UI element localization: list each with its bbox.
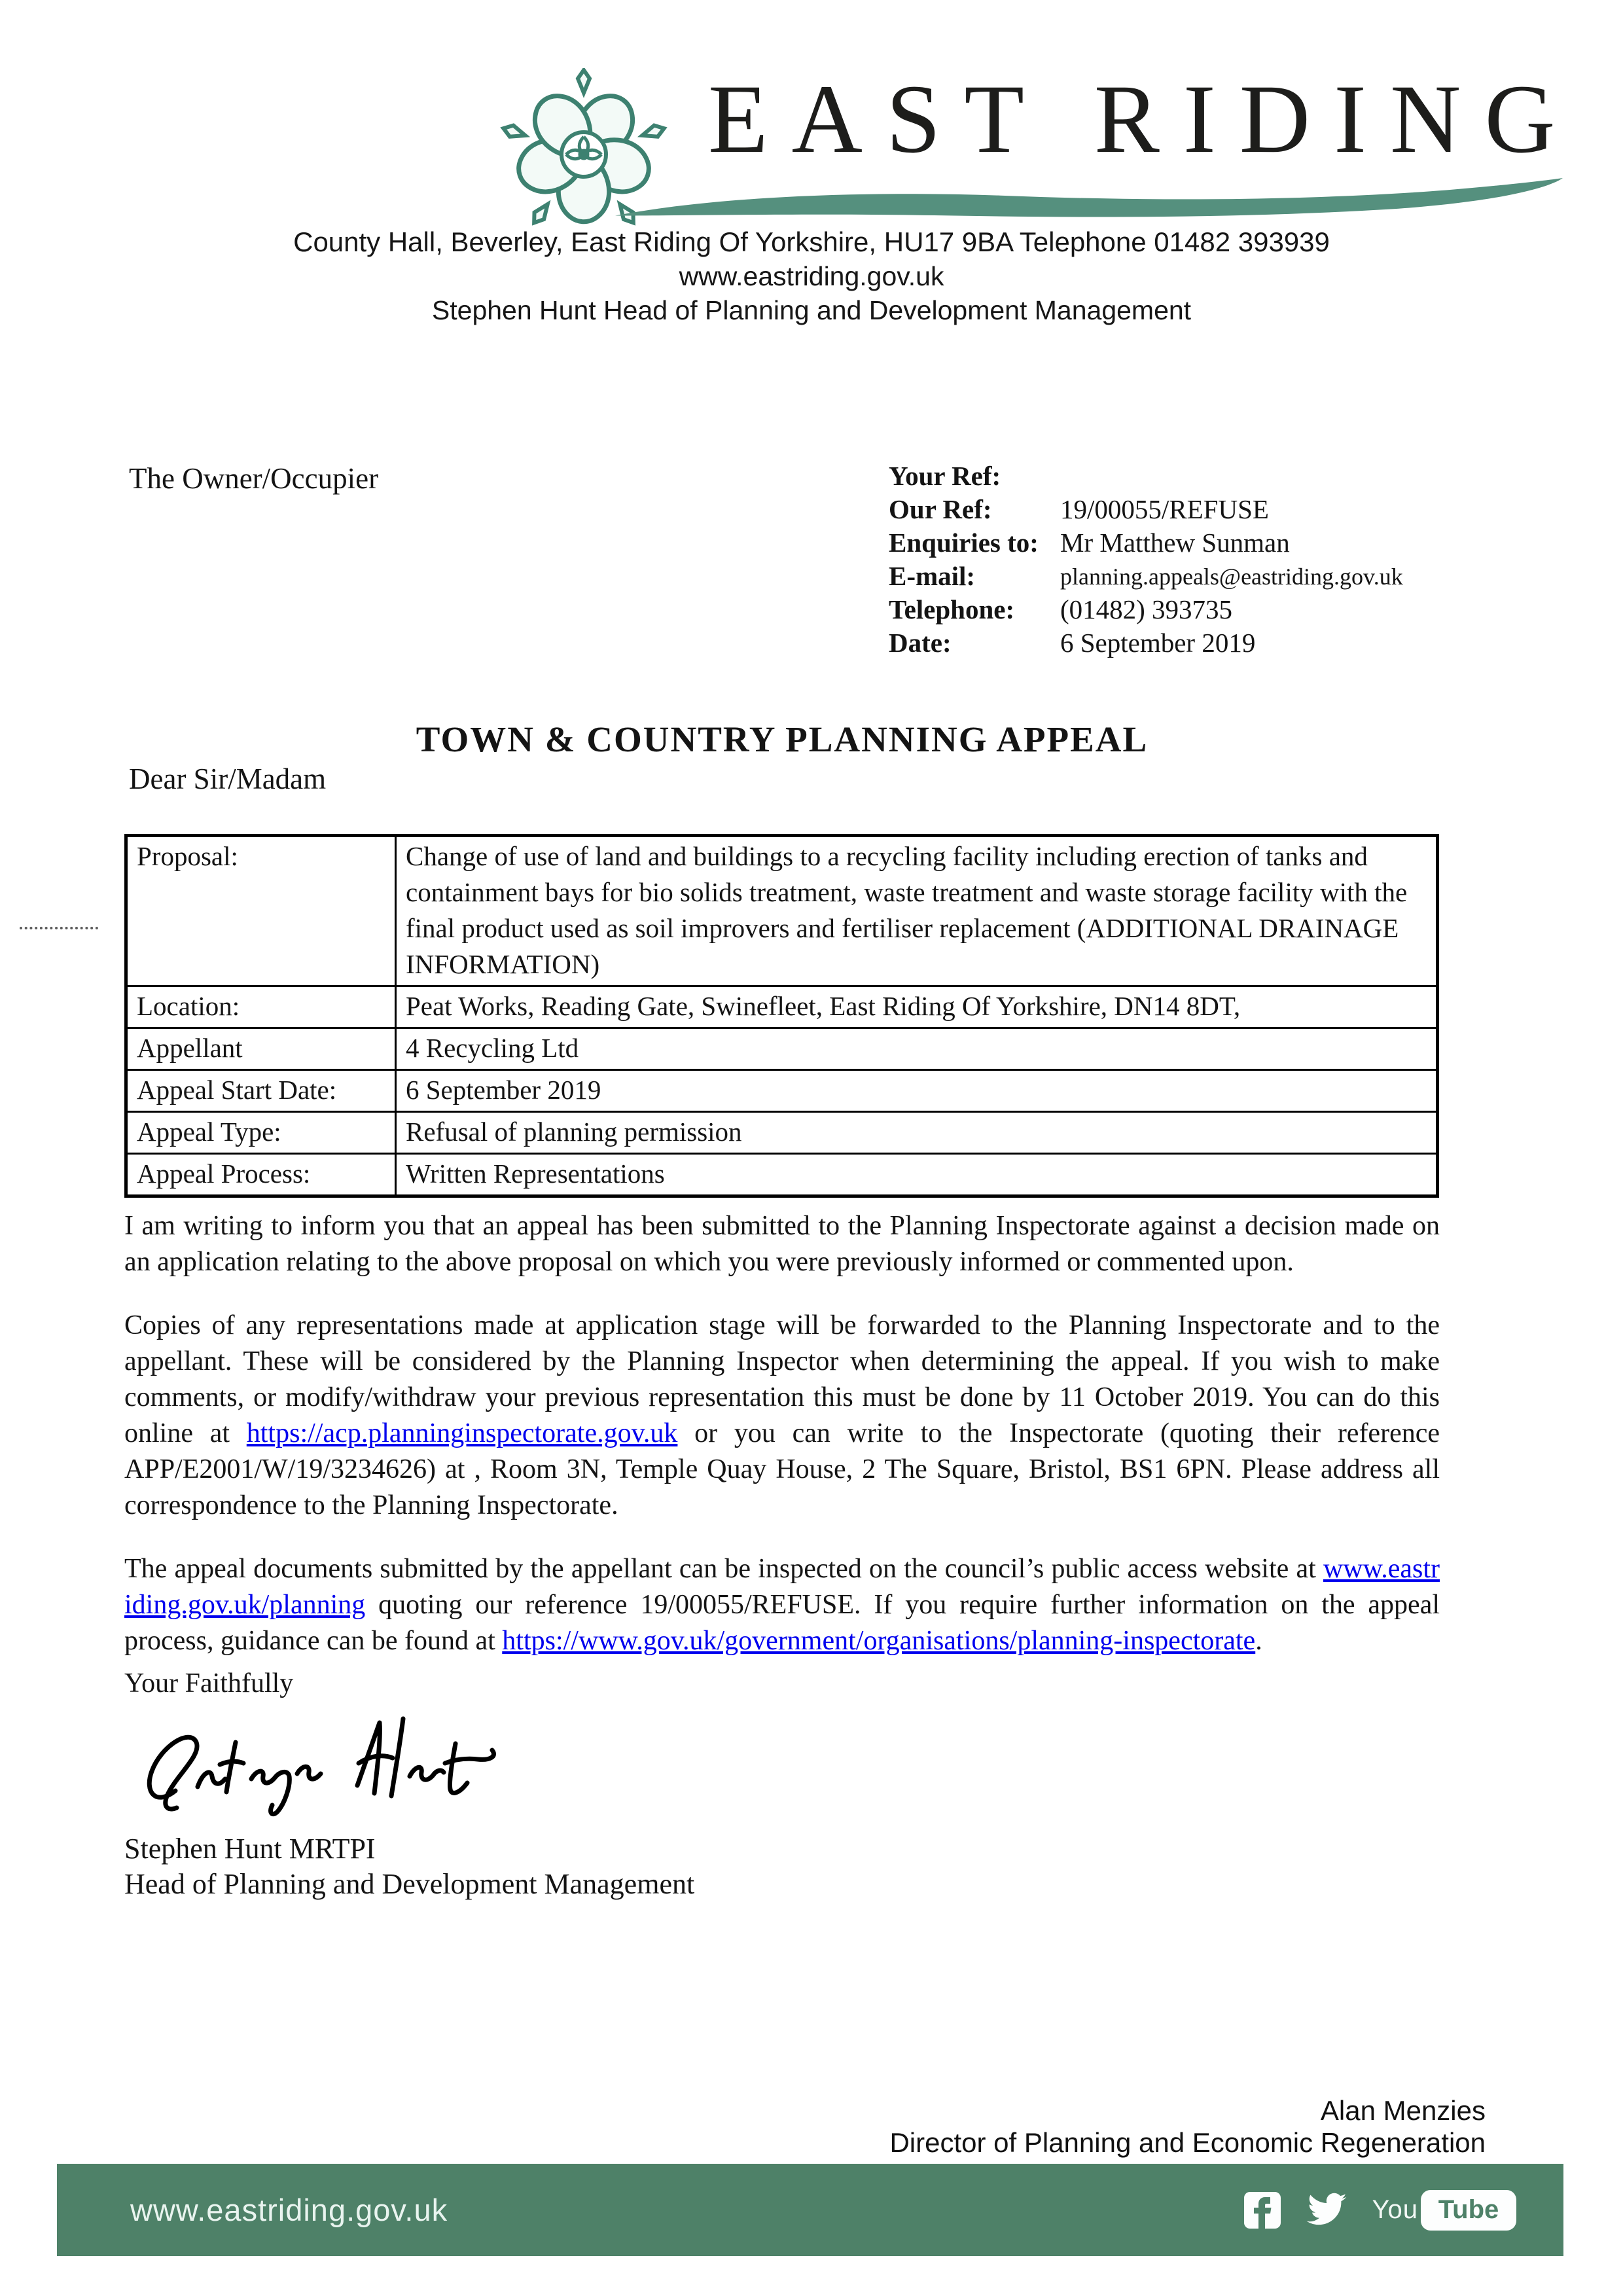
ref-value: (01482) 393735 [1060,594,1233,624]
ref-value: planning.appeals@eastriding.gov.uk [1060,564,1403,590]
table-row-label: Appellant [126,1028,396,1070]
body-paragraph [124,1208,1440,1280]
ref-label: E-mail: [889,561,976,591]
facebook-icon[interactable] [1244,2192,1281,2229]
paragraph-text: or you can write to the Inspectorate (quoting their reference APP/E2001/W/19/3234626) at , Room 3N, Temple Quay House, 2 The Square, Bristol, BS1 6PN. Please address all correspondence to the Planning Inspectorate. [124,1418,1440,1520]
hyperlink[interactable]: www.eastriding.gov.uk/planning [124,1554,1440,1620]
paragraph-text: I am writing to inform you that an appeal has been submitted to the Planning Inspectorate against a decision made on an application relating to the above proposal on which you were previously informed or commented upon. [124,1211,1440,1277]
table-row-value: Peat Works, Reading Gate, Swinefleet, East Riding Of Yorkshire, DN14 8DT, [396,986,1438,1028]
paragraph-text: Copies of any representations made at application stage will be forwarded to the Planning Inspectorate and to the appellant. These will be considered by the Planning Inspector when determining the appeal. If you wish to make comments, or modify/withdraw your previous representation this must be done by 11 October 2019. You can do this online at [124,1310,1440,1448]
twitter-icon[interactable] [1306,2193,1347,2228]
table-row [126,836,1438,986]
director-name: Alan Menzies [1320,2095,1486,2126]
body-paragraph [124,1308,1440,1524]
letterhead-website: www.eastriding.gov.uk [679,261,944,291]
table-row-label: Appeal Start Date: [126,1070,396,1112]
footer-bar [57,2164,1563,2256]
director-block [889,2094,1486,2159]
fold-mark [20,927,98,929]
director-title: Director of Planning and Economic Regeneration [889,2127,1486,2158]
ref-label: Telephone: [889,594,1015,624]
brand-swoosh-graphic [614,178,1564,226]
table-row-value: 4 Recycling Ltd [396,1028,1438,1070]
youtube-icon[interactable] [1372,2190,1517,2231]
table-row-value: 6 September 2019 [396,1070,1438,1112]
signatory-block [124,1831,1440,1902]
body-paragraph [124,1551,1440,1659]
footer-website: www.eastriding.gov.uk [130,2193,448,2227]
table-row [126,986,1438,1028]
ref-label: Date: [889,628,952,658]
table-row-value: Refusal of planning permission [396,1112,1438,1154]
brand-wordmark: EAST RIDING [708,65,1579,173]
table-row [126,1154,1438,1196]
youtube-tube-box [1421,2190,1516,2231]
table-row-value: Written Representations [396,1154,1438,1196]
ref-label: Our Ref: [889,494,992,524]
appeal-details-table [124,834,1439,1198]
body-paragraphs [124,1208,1440,1659]
paragraph-text: quoting our reference 19/00055/REFUSE. If you require further information on the appeal process, guidance can be found at [124,1590,1440,1656]
table-row-label: Proposal: [126,836,396,986]
salutation: Dear Sir/Madam [129,762,327,795]
youtube-tube-text: Tube [1438,2195,1499,2224]
paragraph-text: . [1255,1626,1262,1656]
table-row-label: Appeal Type: [126,1112,396,1154]
letterhead-department-line: Stephen Hunt Head of Planning and Development Management [431,295,1192,325]
table-row-label: Location: [126,986,396,1028]
ref-label: Your Ref: [889,461,1001,491]
hyperlink[interactable]: https://acp.planninginspectorate.gov.uk [246,1418,678,1448]
signatory-name: Stephen Hunt MRTPI [124,1833,376,1865]
ref-label: Enquiries to: [889,528,1039,558]
reference-block [889,460,1403,660]
table-row [126,1028,1438,1070]
ref-value: 6 September 2019 [1060,628,1256,658]
table-row [126,1070,1438,1112]
ref-value: 19/00055/REFUSE [1060,494,1269,524]
letter-body [124,1208,1440,1902]
paragraph-text: The appeal documents submitted by the appellant can be inspected on the council’s public access website at [124,1554,1323,1584]
closing-phrase: Your Faithfully [124,1668,294,1698]
ref-value: Mr Matthew Sunman [1060,528,1290,558]
footer-social-icons [1244,2190,1517,2231]
letterhead-address-line: County Hall, Beverley, East Riding Of Yorkshire, HU17 9BA Telephone 01482 393939 [293,226,1330,257]
hyperlink[interactable]: https://www.gov.uk/government/organisations/planning-inspectorate [502,1626,1256,1656]
table-row-value: Change of use of land and buildings to a recycling facility including erection of tanks and containment bays for bio solids treatment, waste treatment and waste storage facility with the final product used as soil improvers and fertiliser replacement (ADDITIONAL DRAINAGE INFORMATION) [396,836,1438,986]
letterhead-address [0,225,1623,327]
signature-image [137,1711,504,1821]
signatory-title: Head of Planning and Development Management [124,1868,695,1900]
letter-title: TOWN & COUNTRY PLANNING APPEAL [416,719,1149,759]
table-row [126,1112,1438,1154]
recipient-address: The Owner/Occupier [129,462,379,495]
table-row-label: Appeal Process: [126,1154,396,1196]
youtube-you-text: You [1372,2195,1418,2224]
